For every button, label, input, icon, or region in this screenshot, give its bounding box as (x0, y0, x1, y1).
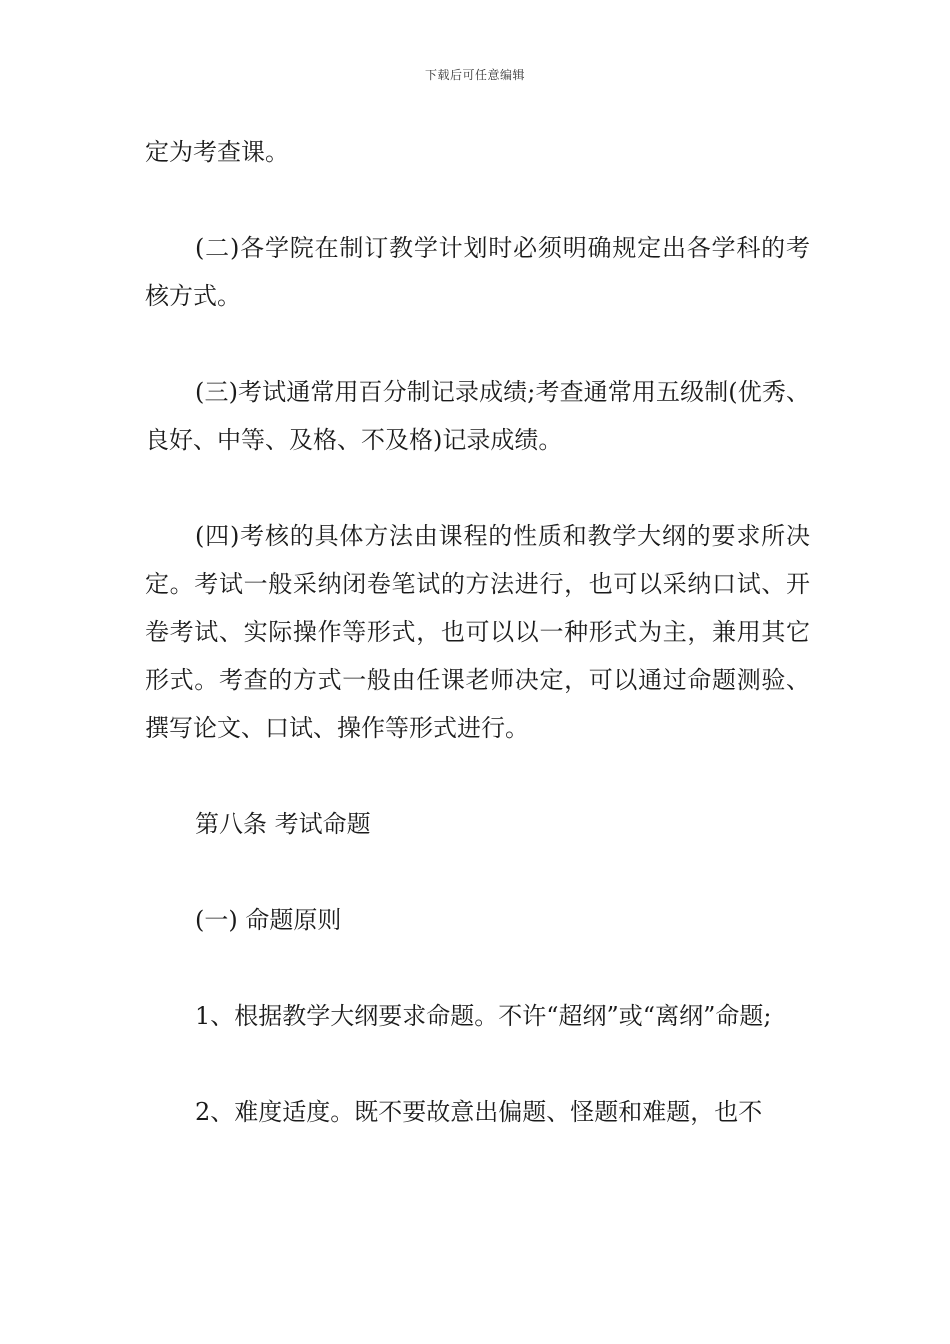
section-heading-article-8: 第八条 考试命题 (195, 810, 371, 838)
paragraph-4: (四)考核的具体方法由课程的性质和教学大纲的要求所决定。考试一般采纳闭卷笔试的方法进行，也可以采纳口试、开卷考试、实际操作等形式，也可以以一种形式为主，兼用其它形式。考查的方式一般由任课老师决定，可以通过命题测验、撰写论文、口试、操作等形式进行。 (145, 522, 810, 742)
paragraph-2: (二)各学院在制订教学计划时必须明确规定出各学科的考核方式。 (145, 234, 810, 310)
document-body (145, 128, 810, 1136)
list-item-2: 2、难度适度。既不要故意出偏题、怪题和难题，也不 (195, 1098, 763, 1126)
list-item-1: 1、根据教学大纲要求命题。不许“超纲”或“离纲”命题; (195, 1002, 772, 1030)
paragraph-1: 定为考查课。 (145, 138, 289, 166)
subsection-heading-principles: (一) 命题原则 (195, 906, 342, 934)
paragraph-3: (三)考试通常用百分制记录成绩;考查通常用五级制(优秀、良好、中等、及格、不及格)记录成绩。 (145, 378, 810, 454)
page-header: 下载后可任意编辑 (424, 68, 525, 82)
